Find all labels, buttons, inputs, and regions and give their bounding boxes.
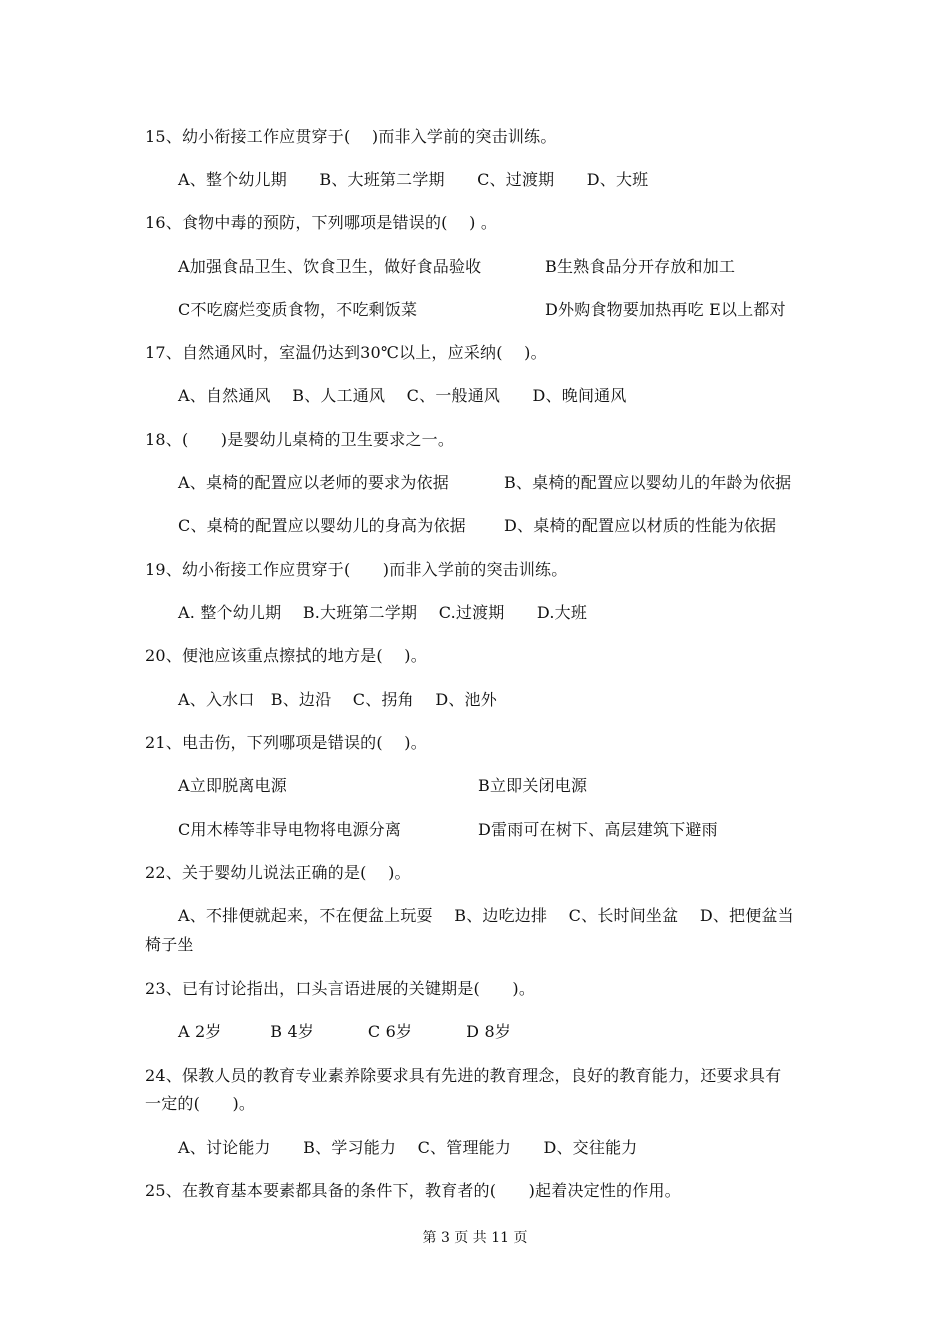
question-22-stem: 22、关于婴幼儿说法正确的是( )。 bbox=[145, 863, 411, 882]
question-15-stem: 15、幼小衔接工作应贯穿于( )而非入学前的突击训练。 bbox=[145, 127, 557, 146]
question-25-stem: 25、在教育基本要素都具备的条件下，教育者的( )起着决定性的作用。 bbox=[145, 1181, 681, 1200]
question-21-option-c: C用木棒等非导电物将电源分离 bbox=[178, 820, 402, 839]
question-15-options: A、整个幼儿期 B、大班第二学期 C、过渡期 D、大班 bbox=[178, 170, 649, 189]
question-23-options: A 2岁 B 4岁 C 6岁 D 8岁 bbox=[178, 1022, 512, 1041]
question-19-options: A. 整个幼儿期 B.大班第二学期 C.过渡期 D.大班 bbox=[178, 603, 588, 622]
question-18-option-a: A、桌椅的配置应以老师的要求为依据 bbox=[178, 473, 449, 492]
question-18-option-c: C、桌椅的配置应以婴幼儿的身高为依据 bbox=[178, 516, 466, 535]
question-21-option-a: A立即脱离电源 bbox=[178, 776, 287, 795]
question-21-option-d: D雷雨可在树下、高层建筑下避雨 bbox=[478, 820, 718, 839]
question-20-options: A、入水口 B、边沿 C、拐角 D、池外 bbox=[178, 690, 497, 709]
question-17-options: A、自然通风 B、人工通风 C、一般通风 D、晚间通风 bbox=[178, 386, 627, 405]
question-16-option-a: A加强食品卫生、饮食卫生，做好食品验收 bbox=[178, 257, 482, 276]
question-18-option-b: B、桌椅的配置应以婴幼儿的年龄为依据 bbox=[504, 473, 792, 492]
question-18-option-d: D、桌椅的配置应以材质的性能为依据 bbox=[504, 516, 777, 535]
question-24-options: A、讨论能力 B、学习能力 C、管理能力 D、交往能力 bbox=[178, 1138, 638, 1157]
question-23-stem: 23、已有讨论指出，口头言语进展的关键期是( )。 bbox=[145, 979, 536, 998]
question-16-option-de: D外购食物要加热再吃 E以上都对 bbox=[545, 300, 786, 319]
question-16-option-b: B生熟食品分开存放和加工 bbox=[545, 257, 736, 276]
page-number-footer: 第 3 页 共 11 页 bbox=[422, 1230, 528, 1246]
question-24-stem-continued: 一定的( )。 bbox=[145, 1094, 256, 1113]
question-17-stem: 17、自然通风时，室温仍达到30℃以上，应采纳( )。 bbox=[145, 343, 547, 362]
question-22-options: A、不排便就起来，不在便盆上玩耍 B、边吃边排 C、长时间坐盆 D、把便盆当 bbox=[178, 906, 794, 925]
question-21-stem: 21、电击伤，下列哪项是错误的( )。 bbox=[145, 733, 427, 752]
question-21-option-b: B立即关闭电源 bbox=[478, 776, 588, 795]
question-19-stem: 19、幼小衔接工作应贯穿于( )而非入学前的突击训练。 bbox=[145, 560, 568, 579]
question-20-stem: 20、便池应该重点擦拭的地方是( )。 bbox=[145, 646, 427, 665]
question-16-stem: 16、食物中毒的预防，下列哪项是错误的( ) 。 bbox=[145, 213, 498, 232]
question-22-options-continued: 椅子坐 bbox=[145, 935, 194, 954]
question-16-option-c: C不吃腐烂变质食物，不吃剩饭菜 bbox=[178, 300, 418, 319]
question-18-stem: 18、( )是婴幼儿桌椅的卫生要求之一。 bbox=[145, 430, 455, 449]
question-24-stem: 24、保教人员的教育专业素养除要求具有先进的教育理念，良好的教育能力，还要求具有 bbox=[145, 1066, 782, 1085]
